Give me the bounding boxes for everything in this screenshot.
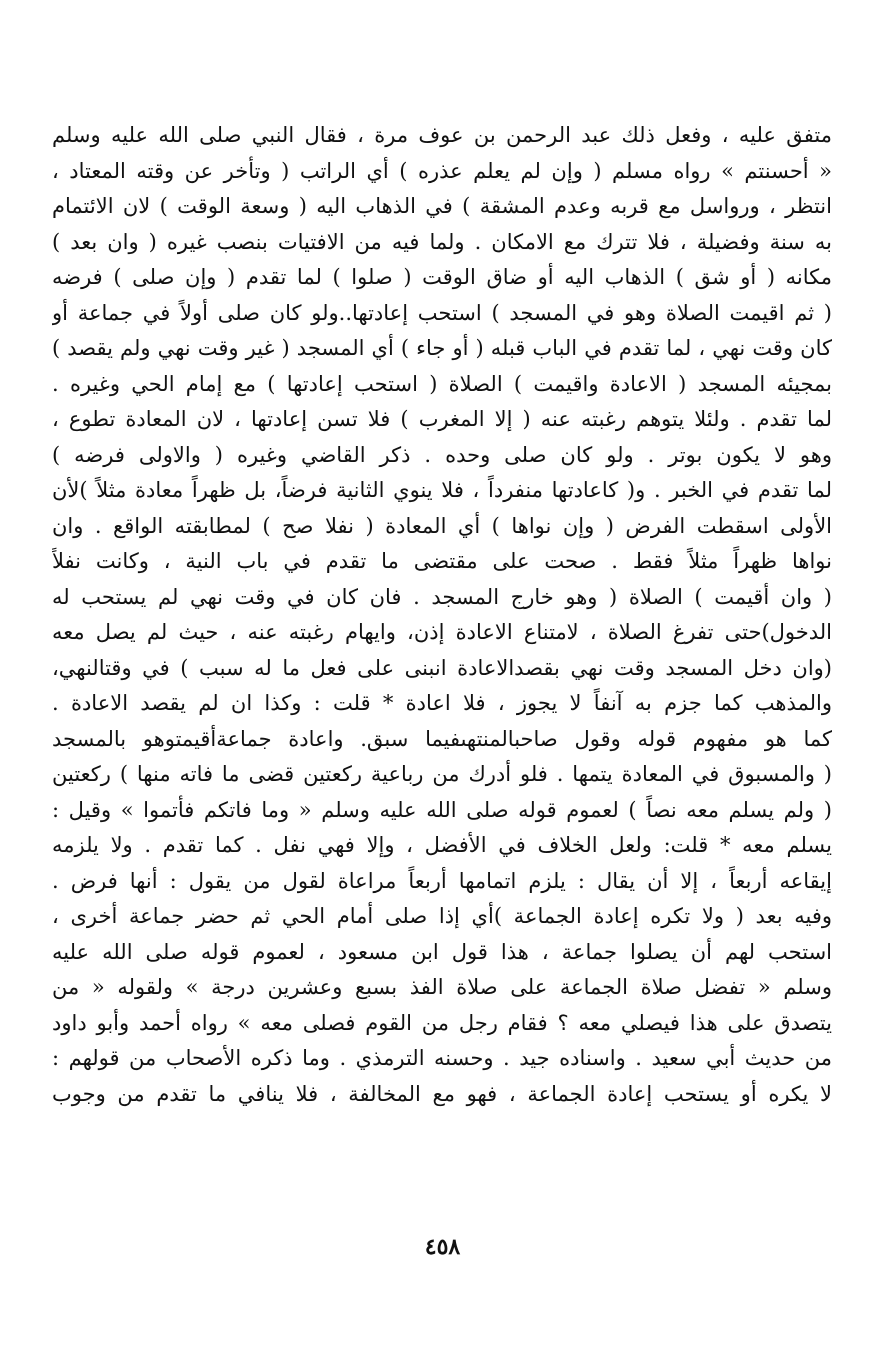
text-line: إيقاعه أربعاً ، إلا أن يقال : يلزم اتمامها أربعاً مراعاة لقول من يقول : أنها فرض . (52, 868, 832, 893)
text-line: مكانه ( أو شق ) الذهاب اليه أو ضاق الوقت ( صلوا ) لما تقدم ( وإن صلى ) فرضه (52, 265, 832, 289)
text-line: بمجيئه المسجد ( الاعادة واقيمت ) الصلاة ( استحب إعادتها ) مع إمام الحي وغيره . (52, 371, 832, 396)
text-line: لما تقدم . ولئلا يتوهم رغبته عنه ( إلا المغرب ) فلا تسن إعادتها ، لان المعادة تطوع ، (52, 407, 832, 431)
text-line: يتصدق على هذا فيصلي معه ؟ فقام رجل من القوم فصلى معه » رواه أحمد وأبو داود (52, 1010, 832, 1035)
text-line: ( ولم يسلم معه نصاً ) لعموم قوله صلى الله عليه وسلم « وما فاتكم فأتموا » وقيل : (52, 797, 832, 822)
text-line: نواها ظهراً مثلاً فقط . صحت على مقتضى ما تقدم في باب النية ، وكانت نفلاً (52, 549, 832, 573)
text-line: ( والمسبوق في المعادة يتمها . فلو أدرك من رباعية ركعتين قضى ما فاته منها ) ركعتين (52, 762, 832, 786)
text-line: ( وان أقيمت ) الصلاة ( وهو خارج المسجد . فان كان في وقت نهي لم يستحب له (52, 584, 832, 609)
text-line: به سنة وفضيلة ، فلا تترك مع الامكان . ولما فيه من الافتيات بنصب غيره ( وان بعد ) (52, 229, 832, 254)
text-line: استحب لهم أن يصلوا جماعة ، هذا قول ابن مسعود ، لعموم قوله صلى الله عليه (52, 939, 832, 964)
text-line: وفيه بعد ( ولا تكره إعادة الجماعة )أي إذا صلى أمام الحي ثم حضر جماعة أخرى ، (52, 904, 832, 928)
text-line: الأولى اسقطت الفرض ( وإن نواها ) أي المعادة ( نفلا صح ) لمطابقته الواقع . وان (52, 513, 832, 538)
text-line: والمذهب كما جزم به آنفاً لا يجوز ، فلا اعادة * قلت : وكذا ان لم يقصد الاعادة . (52, 691, 832, 715)
text-line: لما تقدم في الخبر . و( كاعادتها منفرداً ، فلا ينوي الثانية فرضاً، بل ظهراً معادة مثلاً )لأن (52, 478, 832, 502)
page-number: ٤٥٨ (424, 1234, 461, 1260)
text-line: متفق عليه ، وفعل ذلك عبد الرحمن بن عوف مرة ، فقال النبي صلى الله عليه وسلم (52, 123, 832, 147)
text-line: يسلم معه * قلت: ولعل الخلاف في الأفضل ، وإلا فهي نفل . كما تقدم . ولا يلزمه (52, 833, 832, 857)
text-line: وسلم « تفضل صلاة الجماعة على صلاة الفذ بسبع وعشرين درجة » ولقوله « من (52, 975, 832, 999)
text-line: الدخول)حتى تفرغ الصلاة ، لامتناع الاعادة إذن، وايهام رغبته عنه ، حيث لم يصل معه (52, 620, 832, 644)
text-line: ( ثم اقيمت الصلاة وهو في المسجد ) استحب إعادتها..ولو كان صلى أولاً في جماعة أو (52, 300, 832, 325)
text-line: من حديث أبي سعيد . واسناده جيد . وحسنه الترمذي . وما ذكره الأصحاب من قولهم : (52, 1046, 832, 1070)
text-line: انتظر ، ورواسل مع قربه وعدم المشقة ) في الذهاب اليه ( وسعة الوقت ) لان الائتمام (52, 194, 832, 218)
body-text (52, 118, 832, 1112)
text-line: (وان دخل المسجد وقت نهي بقصدالاعادة انبنى على فعل ما له سبب ) في وقتالنهي، (52, 655, 832, 680)
text-line: كان وقت نهي ، لما تقدم في الباب قبله ( أو جاء ) أي المسجد ( غير وقت نهي ولم يقصد ) (52, 336, 832, 360)
text-line: « أحسنتم » رواه مسلم ( وإن لم يعلم عذره ) أي الراتب ( وتأخر عن وقته المعتاد ، (52, 158, 832, 183)
text-line: لا يكره أو يستحب إعادة الجماعة ، فهو مع المخالفة ، فلا ينافي ما تقدم من وجوب (52, 1081, 832, 1106)
text-line: وهو لا يكون بوتر . ولو كان صلى وحده . ذكر القاضي وغيره ( والاولى فرضه ) (52, 442, 832, 467)
text-line: كما هو مفهوم قوله وقول صاحبالمنتهىفيما سبق. واعادة جماعةأقيمتوهو بالمسجد (52, 726, 832, 751)
